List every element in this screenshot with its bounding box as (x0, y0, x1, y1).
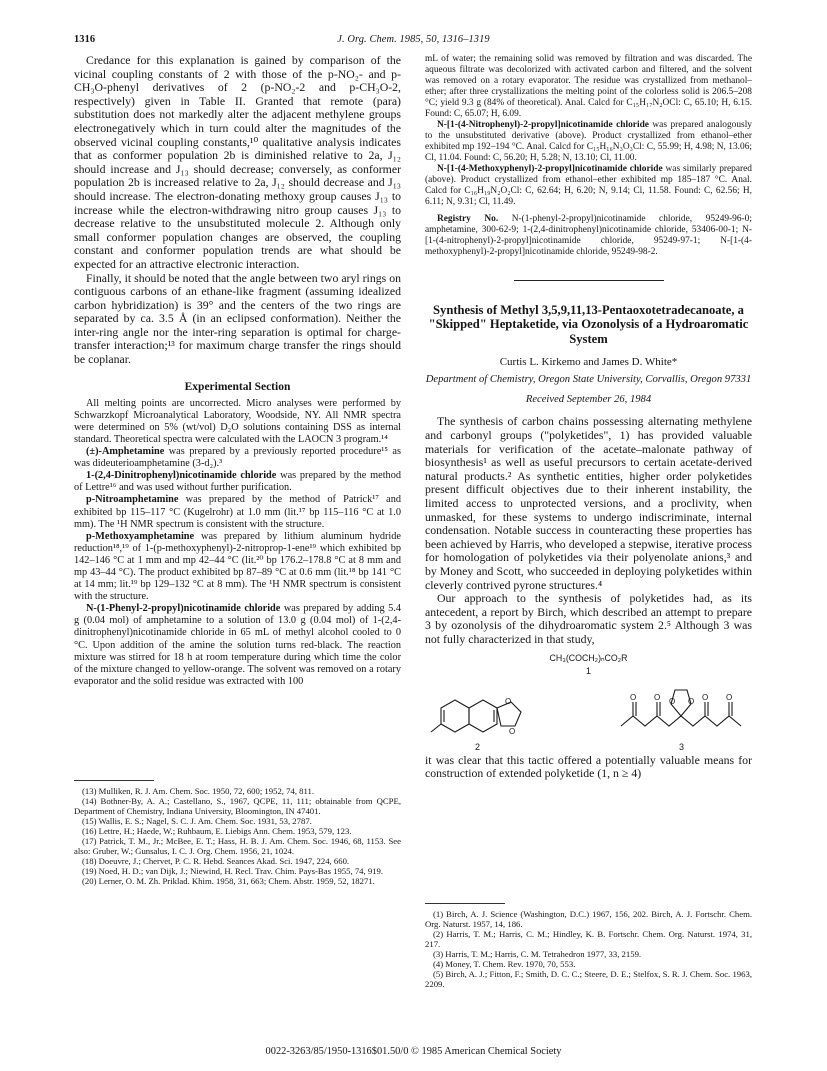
page-footer: 0022-3263/85/1950-1316$01.50/0 © 1985 American Chemical Society (265, 1046, 562, 1057)
left-footnotes (74, 786, 401, 886)
paragraph (74, 603, 401, 688)
paragraph-text: was prepared by lithium aluminum hydride reduction¹⁸,¹⁹ of 1-(p-methoxyphenyl)-2-nitroprop-1-ene¹⁹ which exhibited bp 142–146 °C at 1 mm and mp 42–44 °C (lit.²⁰ bp 176.2–178.8 °C at 8 mm and mp 43–44 °C). The product exhibited bp 87–89 °C at 0.6 mm (lit.¹⁸ bp 141 °C at 14 mm; lit.¹⁹ bp 129–132 °C at 8 mm). The ¹H NMR spectrum is consistent with the structure. (74, 530, 401, 603)
paragraph: Credance for this explanation is gained by comparison of the vicinal coupling constants of 2 with those of the p-NO₂- and p-CH₃O-phenyl derivatives of 2 (p-NO₂-2 and p-CH₃O-2, respectively) given in Table II. Granted that remote (para) substitution does not markedly alter the adjacent methylene groups electronegatively which in turn could alter the magnitudes of the observed vicinal coupling constants,¹⁰ qualitative analysis indicates that as conformer population 2b is diminished relative to 2a, J₁₂ should increase and J₁₃ should decrease; conversely, as conformer population 2b is increased relative to 2a, J₁₂ should decrease and J₁₃ should increase. The electron-donating methoxy group causes J₁₃ to increase while the electron-withdrawing nitro group causes J₁₃ to decrease relative to the unsubstituted molecule 2. Although only small conformer population changes are observed, the coupling constant and conformer population trends are what should be expected for an attractive electronic interaction. (74, 53, 401, 271)
structure-2-ring-b (469, 700, 497, 732)
registry-label: Registry No. (437, 214, 499, 224)
footnote-divider (74, 780, 154, 781)
footnote: (20) Lerner, O. M. Zh. Priklad. Khim. 1958, 31, 663; Chem. Abstr. 1959, 52, 18271. (82, 876, 375, 886)
paragraph: it was clear that this tactic offered a potentially valuable means for construction of extended polyketide (1, n ≥ 4) (425, 752, 752, 781)
paragraph (425, 164, 752, 208)
running-title: J. Org. Chem. 1985, 50, 1316–1319 (337, 34, 490, 45)
polyketide-formula: CH₃(COCH₂)ₙCO₂R (549, 652, 628, 663)
svg-text:O: O (702, 692, 709, 702)
footnote: (18) Doeuvre, J.; Chervet, P. C. R. Hebd. Seances Akad. Sci. 1947, 224, 660. (82, 856, 350, 866)
compound-name: N-[1-(4-Methoxyphenyl)-2-propyl]nicotinamide chloride (437, 164, 663, 174)
footnote: (16) Lettre, H.; Haede, W.; Ruhbaum, E. Liebigs Ann. Chem. 1953, 579, 123. (82, 826, 352, 836)
svg-text:O: O (509, 726, 516, 736)
footnote: (17) Patrick, T. M., Jr.; McBee, E. T.; Hass, H. B. J. Am. Chem. Soc. 1946, 68, 1153. See also: Gruber, W.; Gunsalus, I. C. J. Org. Chem. 1956, 21, 1024. (74, 836, 401, 856)
svg-text:O: O (505, 696, 512, 706)
footnote: (19) Noed, H. D.; van Dijk, J.; Niewind, H. Recl. Trav. Chim. Pays-Bas 1955, 74, 919. (82, 866, 384, 876)
structure-labels (425, 742, 752, 754)
svg-text:O: O (688, 696, 695, 706)
right-footnotes (425, 909, 752, 989)
paragraph (74, 470, 401, 494)
structure-2-ring-a (441, 700, 469, 732)
footnote: (13) Mulliken, R. J. Am. Chem. Soc. 1950, 72, 600; 1952, 74, 811. (82, 786, 315, 796)
article-title: Synthesis of Methyl 3,5,9,11,13-Pentaoxotetradecanoate, a "Skipped" Heptaketide, via Ozonolysis of a Hydroaromatic System (428, 303, 749, 346)
paragraph-text: was prepared by adding 5.4 g (0.04 mol) of amphetamine to a solution of 13.0 g (0.04 mol) of 1-(2,4-dinitrophenyl)nicotinamide chloride in 65 mL of methyl alcohol cooled to 0 °C. Upon addition of the amine the solution turns red-black. The reaction mixture was stirred for 18 h at room temperature during which time the color of the mixture changed to yellow-orange. The solvent was removed on a rotary evaporator and the solid residue was extracted with 100 (74, 603, 401, 687)
paragraph-text: was prepared by the method of Lettre¹⁶ and was used without further purification. (74, 470, 401, 494)
authors: Curtis L. Kirkemo and James D. White* (499, 356, 678, 369)
svg-text:O: O (654, 692, 661, 702)
footnote: (14) Bothner-By, A. A.; Castellano, S., 1967, QCPE, 11, 111; obtainable from QCPE, Department of Chemistry, Indiana University, Bloomington, IN 47401. (74, 796, 401, 816)
svg-text:O: O (726, 692, 733, 702)
received-date: Received September 26, 1984 (525, 394, 652, 406)
compound-name: 1-(2,4-Dinitrophenyl)nicotinamide chloride (86, 470, 277, 482)
paragraph (74, 446, 401, 470)
footnote: (5) Birch, A. J.; Fitton, F.; Smith, D. C. C.; Steere, D. E.; Stelfox, S. R. J. Chem. Soc. 1963, 2209. (425, 969, 752, 989)
structure-3-chain (621, 716, 741, 726)
compound-number-3: 3 (679, 741, 685, 752)
article-divider (514, 280, 664, 281)
compound-name: N-[1-(4-Nitrophenyl)-2-propyl]nicotinamide chloride (437, 120, 649, 130)
paragraph (74, 531, 401, 604)
paragraph: The synthesis of carbon chains possessing alternating methylene and carbonyl groups ("polyketides", 1) has provided valuable materials for verification of the acetate–malonate pathway of biosynthesis¹ as well as useful precursors to certain acetate-derived natural products.² As synthetic entities, higher order polyketides present difficult objectives due to their inherent instability, the limited access to unprotected versions, and a proclivity, when unmasked, for these systems to undergo indiscriminate, internal condensation. Notable success in counteracting these properties has been achieved by Harris, who developed a stepwise, iterative process for homologation of polyketides via their polyenolate anions,³ and by Money and Scott, who succeeded in deploying polyketides within cleverly contrived pyrone structures.⁴ (425, 414, 752, 592)
footnote: (3) Harris, T. M.; Harris, C. M. Tetrahedron 1977, 33, 2159. (433, 949, 642, 959)
compound-name: p-Methoxyamphetamine (86, 530, 195, 542)
paragraph-text: was prepared analogously to the unsubstituted derivative (above). Product crystallized from ethanol–ether exhibited mp 192–194 °C. Anal. Calcd for C₁₅H₁₆N₃O₃Cl: C, 55.99; H, 4.98; N, 13.06; Cl, 11.04. Found: C, 56.20; H, 5.28; N, 13.10; Cl, 11.00. (425, 120, 752, 163)
paragraph (425, 120, 752, 164)
paragraph-text: was prepared by the method of Patrick¹⁷ and exhibited bp 115–117 °C (Kugelrohr) at 1.0 mm (lit.¹⁷ bp 115–116 °C at 1.0 mm). The ¹H NMR spectrum is consistent with the structure. (74, 494, 401, 530)
compound-name: N-(1-Phenyl-2-propyl)nicotinamide chloride (86, 603, 281, 615)
paragraph: Finally, it should be noted that the angle between two aryl rings on contiguous carbons of an ethane-like fragment (assuming idealized carbon hybridization) is 39° and the centers of the two rings are separated by ca. 3.5 Å (in an eclipsed conformation). Neither the inter-ring angle nor the inter-ring separation is optimal for charge-transfer interaction;¹³ for maximum charge transfer the rings should be coplanar. (74, 270, 401, 367)
right-column (425, 54, 752, 781)
footnote: (4) Money, T. Chem. Rev. 1970, 70, 553. (433, 959, 576, 969)
paragraph (74, 494, 401, 530)
paragraph-text: was similarly prepared (above). Product crystallized from ethanol–ether exhibited mp 185–187 °C. Anal. Calcd for C₁₆H₁₉N₂O₂Cl: C, 62.64; H, 6.20; N, 9.14; Cl, 11.58. Found: C, 62.56; H, 6.11; N, 9.31; Cl, 11.49. (425, 164, 752, 207)
left-column (74, 54, 401, 688)
compound-name: p-Nitroamphetamine (86, 494, 179, 506)
compound-number-1: 1 (586, 665, 591, 676)
registry-text: N-(1-phenyl-2-propyl)nicotinamide chloride, 95249-96-0; amphetamine, 300-62-9; 1-(2,4-dinitrophenyl)nicotinamide chloride, 53406-00-1; N-[1-(4-nitrophenyl)-2-propyl]nicotinamide chloride, 95249-97-1; N-[1-(4-methoxyphenyl)-2-propyl]nicotinamide chloride, 95249-98-2. (425, 214, 752, 257)
section-heading: Experimental Section (184, 380, 291, 393)
affiliation: Department of Chemistry, Oregon State University, Corvallis, Oregon 97331 (425, 374, 752, 386)
paragraph: Our approach to the synthesis of polyketides had, as its antecedent, a report by Birch, which described an attempt to prepare 3 by ozonolysis of the dihydroaromatic system 2.⁵ Although 3 was not fully characterized in that study, (425, 591, 752, 646)
compound-number-2: 2 (475, 741, 481, 752)
svg-text:O: O (630, 692, 637, 702)
compound-name: (±)-Amphetamine (86, 446, 165, 458)
registry-paragraph (425, 214, 752, 258)
chemical-structures (425, 680, 752, 742)
page-number: 1316 (74, 34, 96, 45)
paragraph: mL of water; the remaining solid was removed by filtration and was discarded. The aqueous filtrate was decolorized with activated carbon and filtered, and the solvent was removed on a rotary evaporator. The residue was crystallized from methanol–ether; after three crystallizations the melting point of the colorless solid is 206.5–208 °C; yield 9.3 g (84% of theoretical). Anal. Calcd for C₁₅H₁₇N₂OCl: C, 65.10; H, 6.15. Found: C, 65.07; H, 6.09. (425, 54, 752, 119)
svg-text:O: O (669, 696, 676, 706)
paragraph: All melting points are uncorrected. Micro analyses were performed by Schwarzkopf Microanalytical Laboratory, Woodside, NY. All NMR spectra were determined on 5% (wt/vol) D₂O solutions containing DSS as internal standard. Theoretical spectra were calculated with the LAOCN 3 program.¹⁴ (74, 397, 401, 445)
footnote: (15) Wallis, E. S.; Nagel, S. C. J. Am. Chem. Soc. 1931, 53, 2787. (82, 816, 312, 826)
footnote: (2) Harris, T. M.; Harris, C. M.; Hindley, K. B. Fortschr. Chem. Org. Naturst. 1974, 31, 217. (425, 929, 752, 949)
paragraph-text: was prepared by a previously reported procedure¹⁵ as was dideuterioamphetamine (3-d₂).³ (74, 446, 401, 470)
footnote: (1) Birch, A. J. Science (Washington, D.C.) 1967, 156, 202. Birch, A. J. Fortschr. Chem. Org. Naturst. 1957, 14, 186. (425, 909, 752, 929)
footnote-divider (425, 903, 505, 904)
structure-drawing (425, 680, 752, 742)
